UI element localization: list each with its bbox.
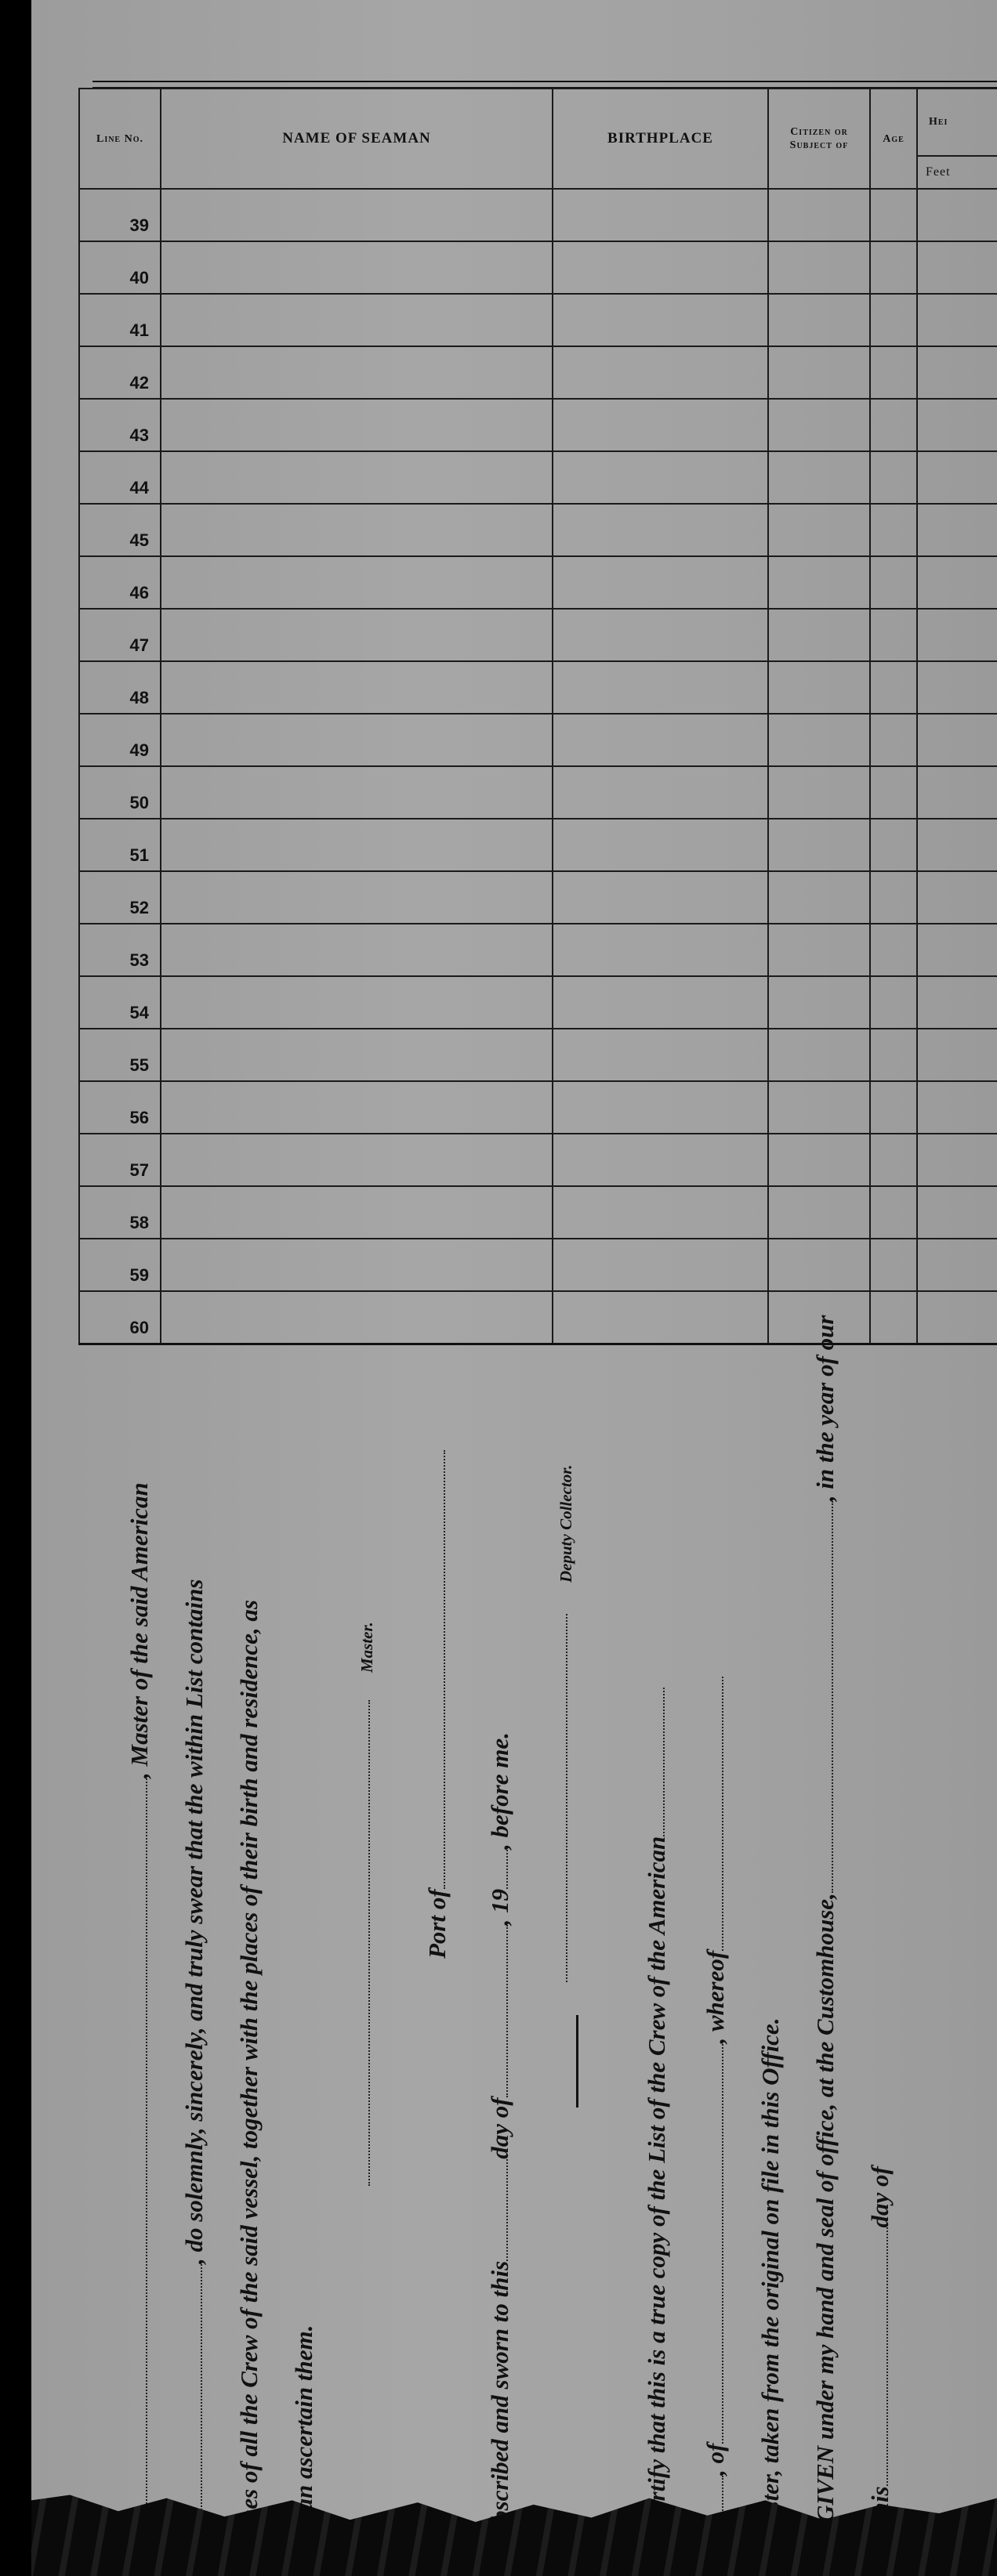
table-row (79, 1029, 997, 1081)
name-cell[interactable] (161, 346, 553, 399)
birthplace-cell[interactable] (553, 294, 768, 346)
header-line-no: Line No. (79, 89, 161, 189)
age-cell[interactable] (870, 504, 917, 556)
name-cell[interactable] (161, 504, 553, 556)
name-cell[interactable] (161, 1239, 553, 1291)
blank-month (489, 1925, 508, 2097)
birthplace-cell[interactable] (553, 871, 768, 924)
birthplace-cell[interactable] (553, 1029, 768, 1081)
height-cell[interactable] (917, 924, 997, 976)
birthplace-cell[interactable] (553, 714, 768, 766)
height-cell[interactable] (917, 766, 997, 819)
name-cell[interactable] (161, 819, 553, 871)
age-cell[interactable] (870, 451, 917, 504)
table-row (79, 661, 997, 714)
name-cell[interactable] (161, 871, 553, 924)
height-cell[interactable] (917, 976, 997, 1029)
height-cell[interactable] (917, 1239, 997, 1291)
oath-line3: nes of all the Crew of the said vessel, together with the places of their birth and residence, as (235, 1600, 263, 2523)
master-label: Master. (357, 1622, 376, 1673)
name-cell[interactable] (161, 976, 553, 1029)
name-cell[interactable] (161, 1029, 553, 1081)
table-row (79, 1239, 997, 1291)
line-number: 59 (79, 1239, 161, 1291)
table-row (79, 819, 997, 871)
given-b: , in the year of our (811, 1315, 839, 1502)
line-number: 60 (79, 1291, 161, 1344)
subscribed-d: , before me. (486, 1732, 513, 1850)
citizen-cell[interactable] (768, 556, 870, 609)
header-height (917, 89, 997, 189)
birthplace-cell[interactable] (553, 556, 768, 609)
name-cell[interactable] (161, 924, 553, 976)
citizen-cell[interactable] (768, 1081, 870, 1134)
age-cell[interactable] (870, 819, 917, 871)
citizen-cell[interactable] (768, 294, 870, 346)
header-feet: Feet (918, 155, 997, 188)
birthplace-cell[interactable] (553, 1081, 768, 1134)
table-row (79, 976, 997, 1029)
age-cell[interactable] (870, 924, 917, 976)
table-row (79, 609, 997, 661)
line-number: 43 (79, 399, 161, 451)
height-cell[interactable] (917, 1029, 997, 1081)
name-cell[interactable] (161, 609, 553, 661)
blank-port-2 (705, 2044, 723, 2444)
citizen-cell[interactable] (768, 1186, 870, 1239)
table-row (79, 924, 997, 976)
given-a: GIVEN under my hand and seal of office, at the Customhouse, (811, 1893, 839, 2523)
age-cell[interactable] (870, 714, 917, 766)
blank-year (489, 1850, 508, 1889)
height-cell[interactable] (917, 451, 997, 504)
line-number: 55 (79, 1029, 161, 1081)
table-row (79, 451, 997, 504)
table-row (79, 714, 997, 766)
height-cell[interactable] (917, 346, 997, 399)
master-signature-line (367, 1700, 370, 2186)
blank-port (426, 1450, 445, 1889)
header-height-label: Hei (929, 116, 948, 128)
blank-day (489, 2159, 508, 2261)
line-number: 52 (79, 871, 161, 924)
line-number: 56 (79, 1081, 161, 1134)
height-cell[interactable] (917, 871, 997, 924)
birthplace-cell[interactable] (553, 189, 768, 241)
subscribed-a: bscribed and sworn to this (486, 2260, 513, 2523)
birthplace-cell[interactable] (553, 504, 768, 556)
age-cell[interactable] (870, 241, 917, 294)
age-cell[interactable] (870, 399, 917, 451)
header-age: Age (870, 89, 917, 189)
age-cell[interactable] (870, 1081, 917, 1134)
oath-line4: oan ascertain them. (290, 2325, 317, 2523)
oath-line1-end: , Master of the said American (125, 1482, 153, 1778)
line-number: 53 (79, 924, 161, 976)
crew-list-table (78, 88, 997, 1345)
birthplace-cell[interactable] (553, 766, 768, 819)
citizen-cell[interactable] (768, 1029, 870, 1081)
blank-master-2 (705, 1677, 723, 1951)
cert-b: , of (702, 2443, 729, 2476)
age-cell[interactable] (870, 346, 917, 399)
line-number: 40 (79, 241, 161, 294)
table-row (79, 1134, 997, 1186)
table-row (79, 241, 997, 294)
birthplace-cell[interactable] (553, 661, 768, 714)
age-cell[interactable] (870, 976, 917, 1029)
height-cell[interactable] (917, 609, 997, 661)
age-cell[interactable] (870, 1239, 917, 1291)
cert-a: certify that this is a true copy of the List of the Crew of the American (643, 1836, 670, 2523)
height-cell[interactable] (917, 294, 997, 346)
table-row (79, 399, 997, 451)
line-number: 42 (79, 346, 161, 399)
birthplace-cell[interactable] (553, 609, 768, 661)
age-cell[interactable] (870, 609, 917, 661)
citizen-cell[interactable] (768, 1239, 870, 1291)
cert-c: , whereof (702, 1950, 729, 2044)
height-cell[interactable] (917, 399, 997, 451)
birthplace-cell[interactable] (553, 924, 768, 976)
birthplace-cell[interactable] (553, 241, 768, 294)
age-cell[interactable] (870, 189, 917, 241)
name-cell[interactable] (161, 766, 553, 819)
height-cell[interactable] (917, 1186, 997, 1239)
oath-section (118, 1316, 956, 2523)
citizen-cell[interactable] (768, 976, 870, 1029)
citizen-cell[interactable] (768, 346, 870, 399)
line-number: 54 (79, 976, 161, 1029)
name-cell[interactable] (161, 714, 553, 766)
blank-vessel (646, 1688, 665, 1836)
name-cell[interactable] (161, 661, 553, 714)
citizen-cell[interactable] (768, 189, 870, 241)
name-cell[interactable] (161, 556, 553, 609)
birthplace-cell[interactable] (553, 451, 768, 504)
citizen-cell[interactable] (768, 241, 870, 294)
subscribed-c: , 19 (486, 1888, 513, 1926)
line-number: 47 (79, 609, 161, 661)
name-cell[interactable] (161, 1081, 553, 1134)
table-row (79, 346, 997, 399)
oath-line2-end: , do solemnly, sincerely, and truly swear that the within List contains (180, 1579, 208, 2264)
height-cell[interactable] (917, 819, 997, 871)
table-row (79, 766, 997, 819)
line-number: 57 (79, 1134, 161, 1186)
age-cell[interactable] (870, 1186, 917, 1239)
citizen-cell[interactable] (768, 714, 870, 766)
seal-mark (576, 2015, 578, 2107)
subscribed-b: day of (486, 2097, 513, 2159)
name-cell[interactable] (161, 1134, 553, 1186)
citizen-cell[interactable] (768, 819, 870, 871)
table-row (79, 504, 997, 556)
deputy-signature-line (564, 1614, 567, 1982)
birthplace-cell[interactable] (553, 1239, 768, 1291)
height-cell[interactable] (917, 504, 997, 556)
age-cell[interactable] (870, 1029, 917, 1081)
citizen-cell[interactable] (768, 661, 870, 714)
table-header-row (79, 89, 997, 189)
height-cell[interactable] (917, 241, 997, 294)
this-a: this (866, 2486, 894, 2523)
citizen-cell[interactable] (768, 1134, 870, 1186)
name-cell[interactable] (161, 1186, 553, 1239)
line-number: 49 (79, 714, 161, 766)
name-cell[interactable] (161, 399, 553, 451)
citizen-cell[interactable] (768, 924, 870, 976)
cert-d: aster, taken from the original on file in this Office. (756, 2017, 784, 2523)
blank-master-name (129, 1778, 147, 2523)
birthplace-cell[interactable] (553, 1134, 768, 1186)
birthplace-cell[interactable] (553, 346, 768, 399)
line-number: 45 (79, 504, 161, 556)
line-number: 48 (79, 661, 161, 714)
birthplace-cell[interactable] (553, 976, 768, 1029)
table-row (79, 556, 997, 609)
table-row (79, 1081, 997, 1134)
citizen-cell[interactable] (768, 766, 870, 819)
table-row (79, 1186, 997, 1239)
name-cell[interactable] (161, 294, 553, 346)
birthplace-cell[interactable] (553, 1186, 768, 1239)
blank-day-2 (869, 2227, 888, 2486)
header-citizen: Citizen or Subject of (768, 89, 870, 189)
line-number: 41 (79, 294, 161, 346)
header-birthplace: BIRTHPLACE (553, 89, 768, 189)
citizen-cell[interactable] (768, 504, 870, 556)
blank-customhouse (814, 1501, 833, 1893)
birthplace-cell[interactable] (553, 819, 768, 871)
port-label: Port of (423, 1889, 451, 1959)
line-number: 50 (79, 766, 161, 819)
age-cell[interactable] (870, 766, 917, 819)
name-cell[interactable] (161, 189, 553, 241)
birthplace-cell[interactable] (553, 399, 768, 451)
height-cell[interactable] (917, 1134, 997, 1186)
table-row (79, 871, 997, 924)
blank-master-name-2 (183, 2264, 202, 2523)
age-cell[interactable] (870, 556, 917, 609)
height-cell[interactable] (917, 1081, 997, 1134)
citizen-cell[interactable] (768, 609, 870, 661)
table-row (79, 189, 997, 241)
table-row (79, 294, 997, 346)
this-b: day of (866, 2166, 894, 2228)
height-cell[interactable] (917, 556, 997, 609)
age-cell[interactable] (870, 294, 917, 346)
line-number: 58 (79, 1186, 161, 1239)
line-number: 46 (79, 556, 161, 609)
line-number: 44 (79, 451, 161, 504)
name-cell[interactable] (161, 241, 553, 294)
age-cell[interactable] (870, 871, 917, 924)
age-cell[interactable] (870, 1134, 917, 1186)
line-number: 39 (79, 189, 161, 241)
citizen-cell[interactable] (768, 399, 870, 451)
citizen-cell[interactable] (768, 451, 870, 504)
line-number: 51 (79, 819, 161, 871)
age-cell[interactable] (870, 661, 917, 714)
height-cell[interactable] (917, 189, 997, 241)
header-name-of-seaman: NAME OF SEAMAN (161, 89, 553, 189)
height-cell[interactable] (917, 714, 997, 766)
citizen-cell[interactable] (768, 871, 870, 924)
height-cell[interactable] (917, 661, 997, 714)
deputy-collector-label: Deputy Collector. (557, 1464, 575, 1583)
name-cell[interactable] (161, 451, 553, 504)
